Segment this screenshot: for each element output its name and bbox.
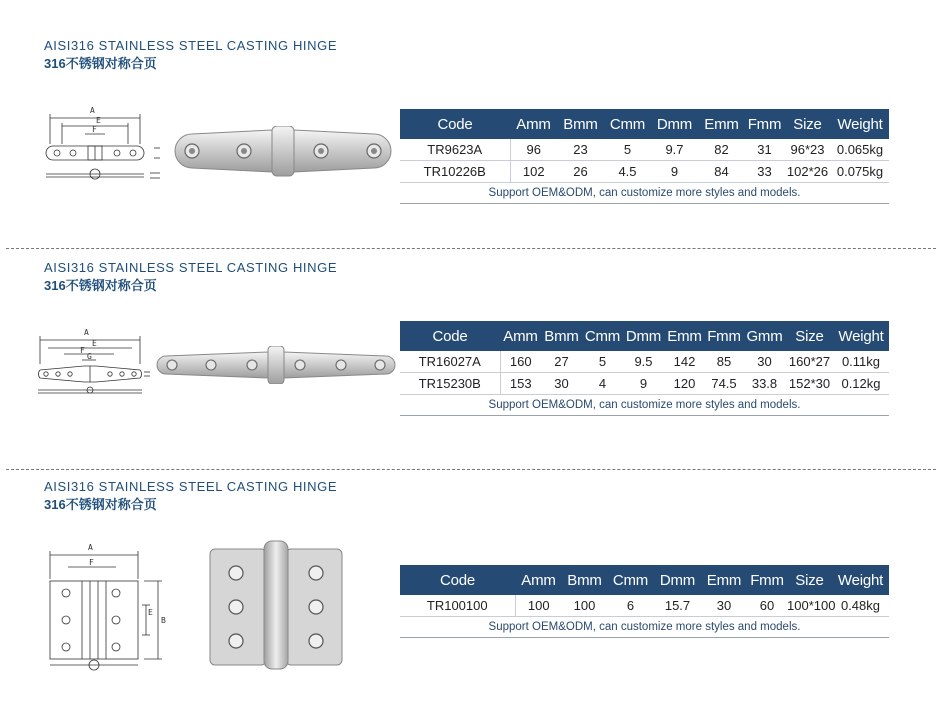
- dim-label-f: F: [80, 346, 85, 355]
- cell-code: TR10226B: [400, 161, 510, 183]
- cell-weight: 0.11kg: [833, 351, 889, 373]
- header-size: Size: [786, 321, 833, 351]
- header-c: Cmm: [582, 321, 623, 351]
- dim-label-g: G: [87, 352, 92, 361]
- header-b: Bmm: [557, 109, 604, 139]
- cell-b: 100: [562, 595, 607, 617]
- cell-code: TR100100: [400, 595, 515, 617]
- header-f: Fmm: [705, 321, 743, 351]
- cell-f: 60: [747, 595, 787, 617]
- hinge-product-photo: [172, 126, 394, 178]
- table-header-row: [400, 565, 889, 595]
- cell-f: 85: [705, 351, 743, 373]
- header-a: Amm: [515, 565, 562, 595]
- table-note-row: [400, 617, 889, 638]
- header-d: Dmm: [654, 565, 701, 595]
- cell-e: 82: [698, 139, 745, 161]
- cell-d: 9: [651, 161, 698, 183]
- table-row: [400, 351, 889, 373]
- section-1: [0, 38, 940, 213]
- cell-c: 4.5: [604, 161, 651, 183]
- cell-e: 120: [664, 373, 705, 395]
- dim-label-e: E: [96, 116, 101, 125]
- section-title-en: AISI316 STAINLESS STEEL CASTING HINGE: [44, 479, 338, 494]
- header-g: Gmm: [743, 321, 786, 351]
- table-note-row: [400, 395, 889, 416]
- header-code: Code: [400, 565, 515, 595]
- cell-a: 160: [500, 351, 541, 373]
- header-e: Emm: [701, 565, 747, 595]
- header-a: Amm: [500, 321, 541, 351]
- header-size: Size: [787, 565, 832, 595]
- cell-g: 33.8: [743, 373, 786, 395]
- dim-label-f: F: [89, 558, 94, 567]
- cell-b: 30: [541, 373, 582, 395]
- table-header-row: [400, 109, 889, 139]
- cell-c: 6: [607, 595, 654, 617]
- header-c: Cmm: [607, 565, 654, 595]
- header-weight: Weight: [833, 321, 889, 351]
- oem-note: Support OEM&ODM, can customize more styles and models.: [400, 395, 889, 416]
- section-divider: [6, 248, 936, 249]
- spec-table: [400, 565, 889, 638]
- section-title-en: AISI316 STAINLESS STEEL CASTING HINGE: [44, 260, 338, 275]
- cell-c: 5: [604, 139, 651, 161]
- cell-weight: 0.12kg: [833, 373, 889, 395]
- cell-e: 84: [698, 161, 745, 183]
- cell-f: 74.5: [705, 373, 743, 395]
- cell-size: 152*30: [786, 373, 833, 395]
- cell-e: 142: [664, 351, 705, 373]
- spec-table: [400, 321, 889, 416]
- cell-a: 96: [510, 139, 557, 161]
- dim-label-a: A: [84, 328, 89, 337]
- hinge-product-photo: [156, 346, 396, 384]
- hinge-product-photo: [206, 539, 346, 671]
- dim-label-b: B: [161, 616, 166, 625]
- cell-size: 100*100: [787, 595, 832, 617]
- cell-e: 30: [701, 595, 747, 617]
- header-weight: Weight: [832, 565, 889, 595]
- header-d: Dmm: [623, 321, 664, 351]
- cell-weight: 0.48kg: [832, 595, 889, 617]
- header-size: Size: [784, 109, 831, 139]
- spec-table: [400, 109, 889, 204]
- header-e: Emm: [664, 321, 705, 351]
- section-title-cn: 316不锈钢对称合页: [44, 497, 157, 512]
- cell-code: TR15230B: [400, 373, 500, 395]
- cell-size: 96*23: [784, 139, 831, 161]
- header-code: Code: [400, 109, 510, 139]
- technical-drawing: [34, 326, 154, 398]
- cell-g: 30: [743, 351, 786, 373]
- cell-c: 5: [582, 351, 623, 373]
- header-b: Bmm: [562, 565, 607, 595]
- section-divider: [6, 469, 936, 470]
- cell-b: 23: [557, 139, 604, 161]
- header-f: Fmm: [747, 565, 787, 595]
- cell-size: 160*27: [786, 351, 833, 373]
- cell-weight: 0.075kg: [831, 161, 889, 183]
- cell-code: TR16027A: [400, 351, 500, 373]
- cell-d: 9.7: [651, 139, 698, 161]
- section-title-cn: 316不锈钢对称合页: [44, 56, 157, 71]
- dim-label-a: A: [90, 106, 95, 115]
- cell-f: 33: [745, 161, 784, 183]
- cell-code: TR9623A: [400, 139, 510, 161]
- oem-note: Support OEM&ODM, can customize more styles and models.: [400, 183, 889, 204]
- cell-a: 100: [515, 595, 562, 617]
- dim-label-e: E: [92, 339, 97, 348]
- cell-d: 9: [623, 373, 664, 395]
- header-code: Code: [400, 321, 500, 351]
- cell-size: 102*26: [784, 161, 831, 183]
- section-title-cn: 316不锈钢对称合页: [44, 278, 157, 293]
- dim-label-a: A: [88, 543, 93, 552]
- cell-b: 27: [541, 351, 582, 373]
- table-row: [400, 595, 889, 617]
- table-row: [400, 373, 889, 395]
- dim-label-f: F: [92, 125, 97, 134]
- table-row: [400, 139, 889, 161]
- section-title-en: AISI316 STAINLESS STEEL CASTING HINGE: [44, 38, 338, 53]
- cell-weight: 0.065kg: [831, 139, 889, 161]
- technical-drawing: [44, 541, 184, 671]
- header-b: Bmm: [541, 321, 582, 351]
- technical-drawing: [40, 104, 172, 186]
- cell-d: 9.5: [623, 351, 664, 373]
- header-c: Cmm: [604, 109, 651, 139]
- header-weight: Weight: [831, 109, 889, 139]
- header-d: Dmm: [651, 109, 698, 139]
- section-3: [0, 479, 940, 699]
- oem-note: Support OEM&ODM, can customize more styles and models.: [400, 617, 889, 638]
- cell-b: 26: [557, 161, 604, 183]
- cell-a: 153: [500, 373, 541, 395]
- header-f: Fmm: [745, 109, 784, 139]
- table-row: [400, 161, 889, 183]
- header-e: Emm: [698, 109, 745, 139]
- table-header-row: [400, 321, 889, 351]
- section-2: [0, 260, 940, 425]
- cell-c: 4: [582, 373, 623, 395]
- cell-a: 102: [510, 161, 557, 183]
- cell-d: 15.7: [654, 595, 701, 617]
- header-a: Amm: [510, 109, 557, 139]
- dim-label-e: E: [148, 608, 153, 617]
- cell-f: 31: [745, 139, 784, 161]
- table-note-row: [400, 183, 889, 204]
